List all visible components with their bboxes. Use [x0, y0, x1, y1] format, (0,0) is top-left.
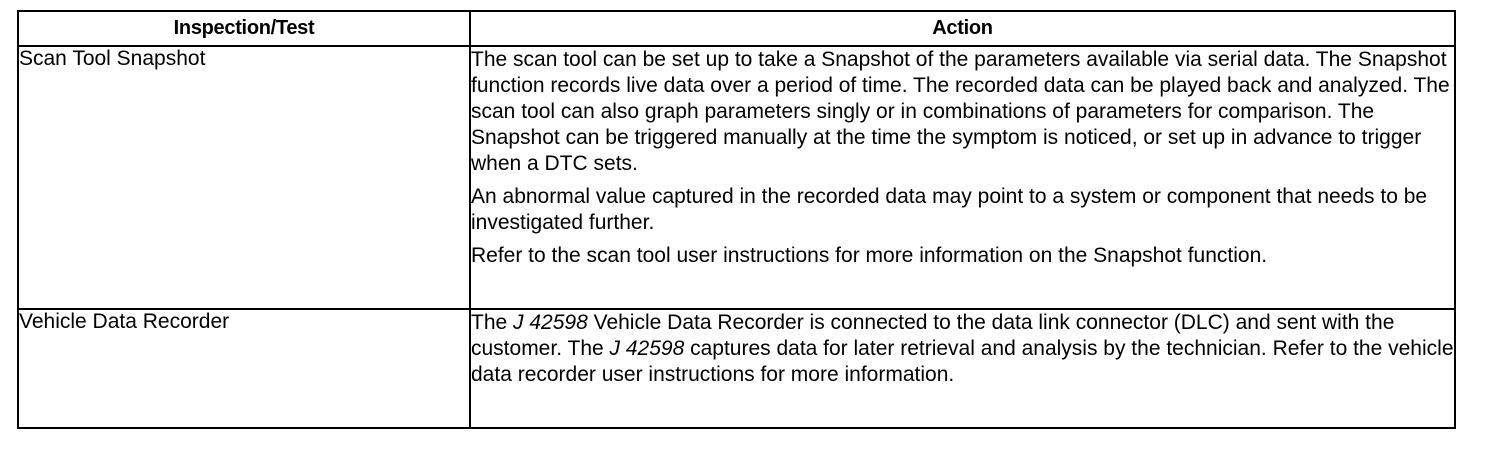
inspection-table — [17, 10, 1456, 429]
inspection-cell: Scan Tool Snapshot — [18, 46, 470, 309]
action-cell — [470, 46, 1455, 309]
tool-reference: J 42598 — [513, 311, 588, 334]
action-paragraph: The scan tool can be set up to take a Snapshot of the parameters available via serial data. The Snapshot function records live data over a period of time. The recorded data can be played back and analyzed. The scan tool can also graph parameters singly or in combinations of parameters for comparison. The Snapshot can be triggered manually at the time the symptom is noticed, or set up in advance to trigger when a DTC sets. — [471, 48, 1450, 175]
table-header-row — [18, 11, 1455, 46]
header-action: Action — [470, 11, 1455, 46]
table-row — [18, 309, 1455, 428]
inspection-cell: Vehicle Data Recorder — [18, 309, 470, 428]
action-paragraph — [471, 310, 1454, 388]
action-paragraph: Refer to the scan tool user instructions for more information on the Snapshot function. — [471, 244, 1268, 267]
tool-reference: J 42598 — [609, 337, 685, 360]
action-text: captures data for later retrieval and analysis by the technician. Refer to the vehicle data recorder user instructions for more information. — [471, 337, 1454, 386]
header-inspection-test: Inspection/Test — [18, 11, 470, 46]
action-text: The — [471, 311, 514, 334]
action-cell — [470, 309, 1455, 428]
table-row — [18, 46, 1455, 309]
action-paragraph: An abnormal value captured in the recorded data may point to a system or component that needs to be investigated further. — [471, 185, 1428, 234]
action-text: Vehicle Data Recorder is connected to the data link connector (DLC) and sent with the customer. The — [471, 311, 1395, 360]
